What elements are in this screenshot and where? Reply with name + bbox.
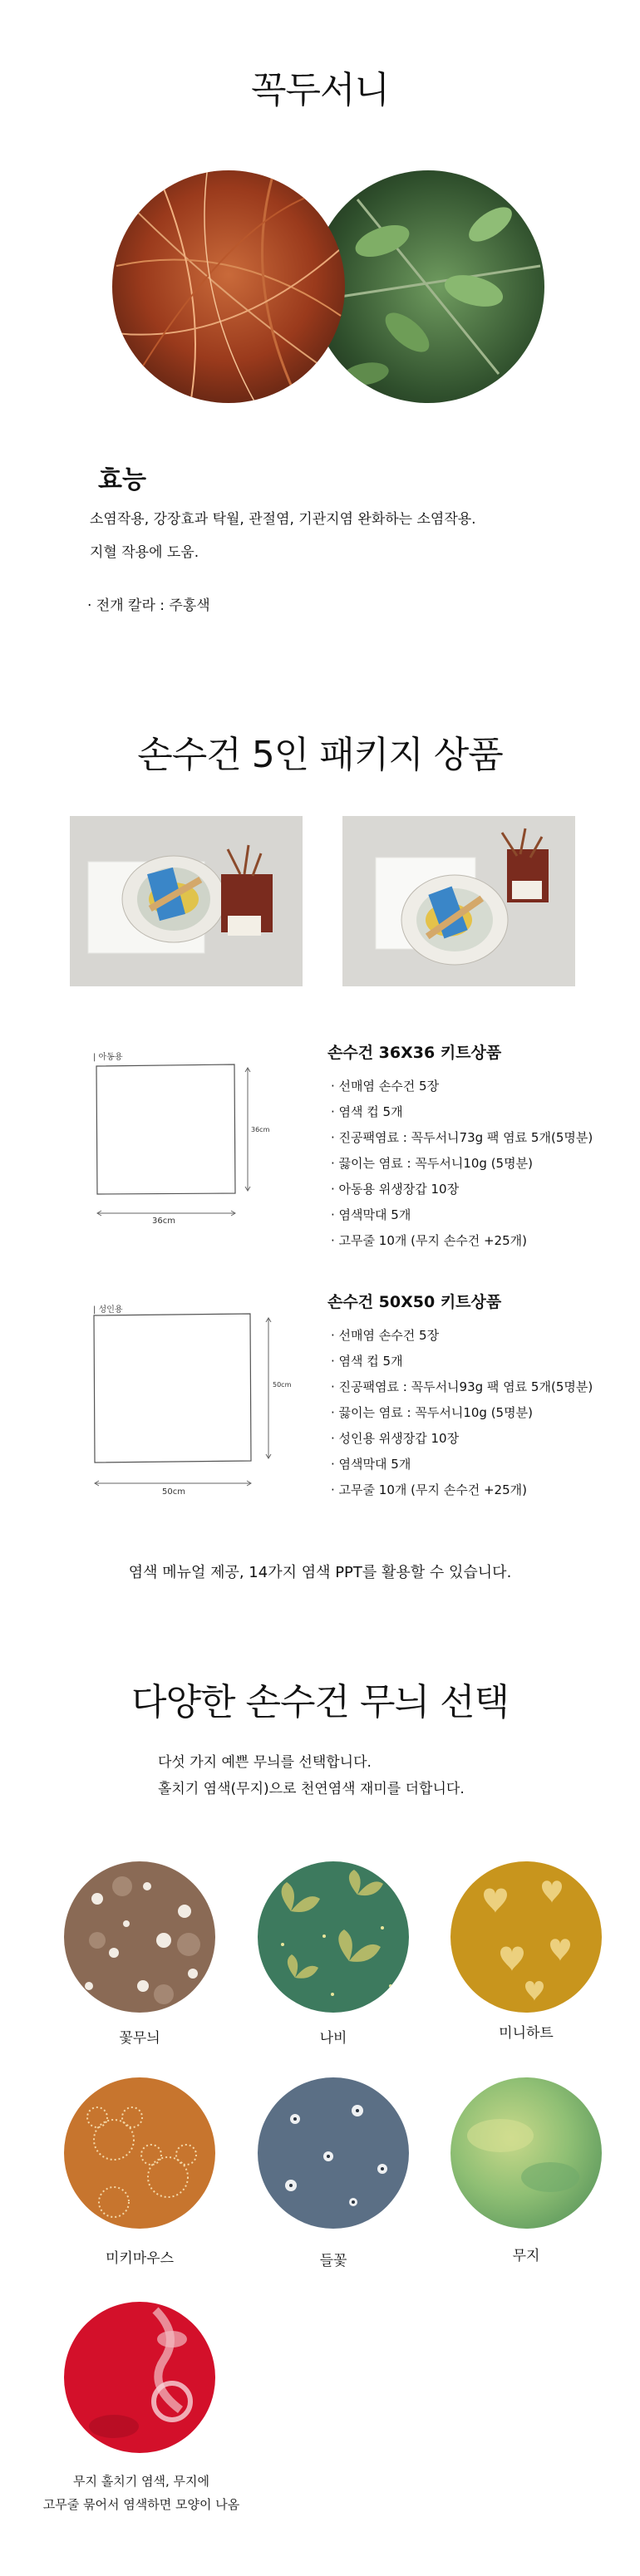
list-item: · 성인용 위생장갑 10장 [331,1426,593,1452]
efficacy-line-2: 지혈 작용에 도움. [90,544,199,561]
kit36-width-label: 36cm [152,1217,175,1226]
efficacy-heading: 효능 [98,465,146,494]
patterns-intro-line-1: 다섯 가지 예쁜 무늬를 선택합니다. [158,1754,372,1771]
efficacy-line-1: 소염작용, 강장효과 탁월, 관절염, 기관지염 완화하는 소염작용. [90,511,476,528]
tie-dye-caption-line-2: 고무줄 묶어서 염색하면 모양이 나옴 [42,2497,240,2512]
list-item: · 선매염 손수건 5장 [331,1074,593,1099]
kit50-diagram-label: | 성인용 [93,1305,123,1315]
kit50-title: 손수건 50X50 키트상품 [327,1293,502,1311]
tie-dye-caption-line-1: 무지 홀치기 염색, 무지에 [73,2474,209,2489]
pattern-swatch-mini-heart[interactable] [450,1861,602,2013]
list-item: · 끓이는 염료 : 꼭두서니10g (5명분) [331,1400,593,1426]
list-item: · 염색 컵 5개 [331,1099,593,1125]
list-item: · 염색막대 5개 [331,1452,593,1477]
kit50-size-diagram [87,1313,287,1500]
pattern-label-butterfly: 나비 [319,2030,347,2047]
pattern-swatch-wildflower[interactable] [258,2077,409,2229]
pattern-swatch-floral[interactable] [64,1861,215,2013]
pattern-swatch-mickey[interactable] [64,2077,215,2229]
pattern-label-wildflower: 들꽃 [319,2253,347,2269]
list-item: · 끓이는 염료 : 꼭두서니10g (5명분) [331,1151,593,1177]
pattern-label-mini-heart: 미니하트 [499,2025,554,2042]
patterns-title: 다양한 손수건 무늬 선택 [131,1681,509,1723]
madder-hero-image [108,166,549,407]
list-item: · 고무줄 10개 (무지 손수건 +25개) [331,1477,593,1503]
list-item: · 진공팩염료 : 꼭두서니93g 팩 염료 5개(5명분) [331,1374,593,1400]
kit36-size-diagram [87,1064,270,1226]
manual-note: 염색 메뉴얼 제공, 14가지 염색 PPT를 활용할 수 있습니다. [128,1564,512,1581]
package-title: 손수건 5인 패키지 상품 [137,734,503,776]
page-title: 꼭두서니 [250,69,389,111]
kit-photo-left [70,816,303,986]
pattern-label-floral: 꽃무늬 [119,2030,160,2047]
pattern-label-plain: 무지 [512,2248,540,2264]
kit-photo-right [342,816,575,986]
tie-dye-caption [17,2470,266,2516]
kit36-items [331,1074,593,1254]
kit36-title: 손수건 36X36 키트상품 [327,1044,502,1062]
kit50-width-label: 50cm [162,1487,185,1497]
kit36-diagram-label: | 아동용 [93,1053,123,1062]
kit50-items [331,1323,593,1503]
list-item: · 염색막대 5개 [331,1202,593,1228]
pattern-swatch-plain[interactable] [450,2077,602,2229]
list-item: · 진공팩염료 : 꼭두서니73g 팩 염료 5개(5명분) [331,1125,593,1151]
list-item: · 아동용 위생장갑 10장 [331,1177,593,1202]
patterns-intro-line-2: 홀치기 염색(무지)으로 천연염색 재미를 더합니다. [158,1781,465,1797]
pattern-label-mickey: 미키마우스 [105,2250,175,2267]
list-item: · 염색 컵 5개 [331,1349,593,1374]
kit50-height-label: 50cm [273,1381,292,1389]
pattern-swatch-butterfly[interactable] [258,1861,409,2013]
kit36-height-label: 36cm [251,1126,270,1133]
list-item: · 선매염 손수건 5장 [331,1323,593,1349]
list-item: · 고무줄 10개 (무지 손수건 +25개) [331,1228,593,1254]
dye-color-note: · 전개 칼라 : 주홍색 [87,597,210,614]
pattern-swatch-tie-dye[interactable] [64,2302,215,2453]
